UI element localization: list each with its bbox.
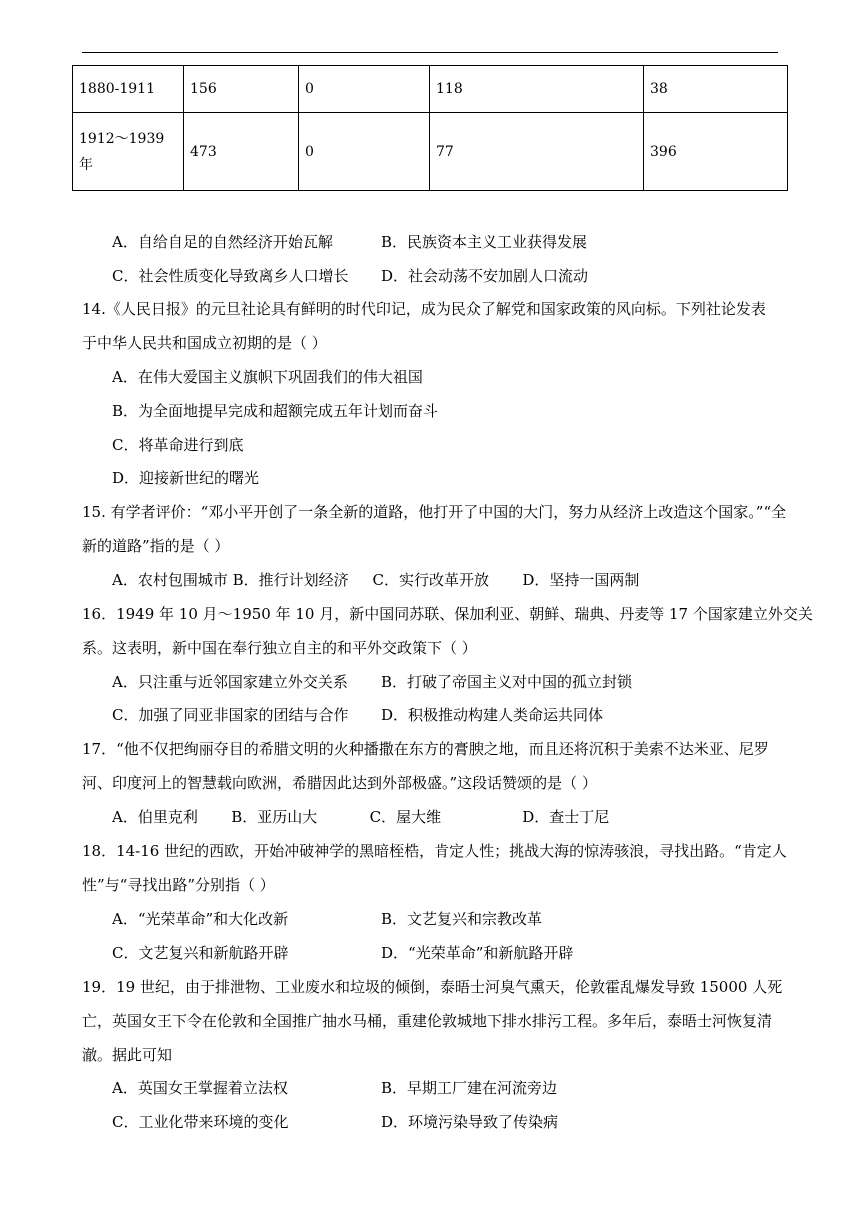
q14-option-c: C．将革命进行到底: [112, 436, 244, 454]
table-cell: 118: [430, 66, 644, 113]
table-cell: 0: [299, 66, 430, 113]
q19-stem: 澈。据此可知: [82, 1046, 173, 1064]
q13-option-c: C．社会性质变化导致离乡人口增长: [112, 267, 349, 285]
q18-option-c: C．文艺复兴和新航路开辟: [112, 944, 289, 962]
q18-option-a: A．“光荣革命”和大化改新: [112, 910, 289, 928]
q19-option-d: D．环境污染导致了传染病: [381, 1113, 559, 1131]
data-table: [72, 65, 788, 191]
table-cell: 77: [430, 113, 644, 191]
q13-option-b: B．民族资本主义工业获得发展: [381, 233, 588, 251]
q18-option-d: D．“光荣革命”和新航路开辟: [381, 944, 574, 962]
q15-stem: 15. 有学者评价：“邓小平开创了一条全新的道路，他打开了中国的大门，努力从经济上改造这个国家。”“全: [82, 503, 787, 521]
q13-option-d: D．社会动荡不安加剧人口流动: [381, 267, 589, 285]
q15-stem: 新的道路”指的是（ ）: [82, 537, 230, 555]
table-row: [73, 113, 788, 191]
header-rule: [82, 52, 778, 53]
q17-stem: 河、印度河上的智慧载向欧洲，希腊因此达到外部极盛。”这段话赞颂的是（ ）: [82, 774, 597, 792]
q19-stem: 19．19 世纪，由于排泄物、工业废水和垃圾的倾倒，泰晤士河臭气熏天，伦敦霍乱爆发导致 15000 人死: [82, 978, 783, 996]
table-cell: 38: [644, 66, 788, 113]
q14-stem: 14.《人民日报》的元旦社论具有鲜明的时代印记，成为民众了解党和国家政策的风向标。下列社论发表: [82, 300, 766, 318]
q17-stem: 17．“他不仅把绚丽夺目的希腊文明的火种播撒在东方的膏腴之地，而且还将沉积于美索不达米亚、尼罗: [82, 740, 769, 758]
q17-options: A．伯里克利 B．亚历山大 C．屋大维 D．查士丁尼: [112, 808, 610, 826]
q19-option-a: A．英国女王掌握着立法权: [112, 1079, 288, 1097]
table-cell: 396: [644, 113, 788, 191]
q16-option-a: A．只注重与近邻国家建立外交关系: [112, 673, 348, 691]
table-cell: 473: [184, 113, 299, 191]
q15-options: A．农村包围城市 B．推行计划经济 C．实行改革开放 D．坚持一国两制: [112, 571, 640, 589]
q19-option-b: B．早期工厂建在河流旁边: [381, 1079, 558, 1097]
q14-stem: 于中华人民共和国成立初期的是（ ）: [82, 334, 327, 352]
table-cell: 0: [299, 113, 430, 191]
q16-option-d: D．积极推动构建人类命运共同体: [381, 706, 604, 724]
table-cell: 1880-1911: [73, 66, 184, 113]
q13-option-a: A．自给自足的自然经济开始瓦解: [112, 233, 333, 251]
q16-stem: 16．1949 年 10 月～1950 年 10 月，新中国同苏联、保加利亚、朝鲜、瑞典、丹麦等 17 个国家建立外交关: [82, 605, 813, 623]
table-row: [73, 66, 788, 113]
q18-stem: 性”与“寻找出路”分别指（ ）: [82, 876, 275, 894]
q16-option-b: B．打破了帝国主义对中国的孤立封锁: [381, 673, 633, 691]
q14-option-d: D．迎接新世纪的曙光: [112, 469, 260, 487]
q14-option-b: B．为全面地提早完成和超额完成五年计划而奋斗: [112, 402, 439, 420]
table-cell: 156: [184, 66, 299, 113]
q18-option-b: B．文艺复兴和宗教改革: [381, 910, 543, 928]
q16-option-c: C．加强了同亚非国家的团结与合作: [112, 706, 349, 724]
q14-option-a: A．在伟大爱国主义旗帜下巩固我们的伟大祖国: [112, 368, 423, 386]
q18-stem: 18．14-16 世纪的西欧，开始冲破神学的黑暗桎梏，肯定人性；挑战大海的惊涛骇浪，寻找出路。“肯定人: [82, 842, 787, 860]
q16-stem: 系。这表明，新中国在奉行独立自主的和平外交政策下（ ）: [82, 639, 477, 657]
table-cell: 1912～1939年: [73, 113, 184, 191]
q19-stem: 亡，英国女王下令在伦敦和全国推广抽水马桶，重建伦敦城地下排水排污工程。多年后，泰晤士河恢复清: [82, 1012, 773, 1030]
q19-option-c: C．工业化带来环境的变化: [112, 1113, 289, 1131]
